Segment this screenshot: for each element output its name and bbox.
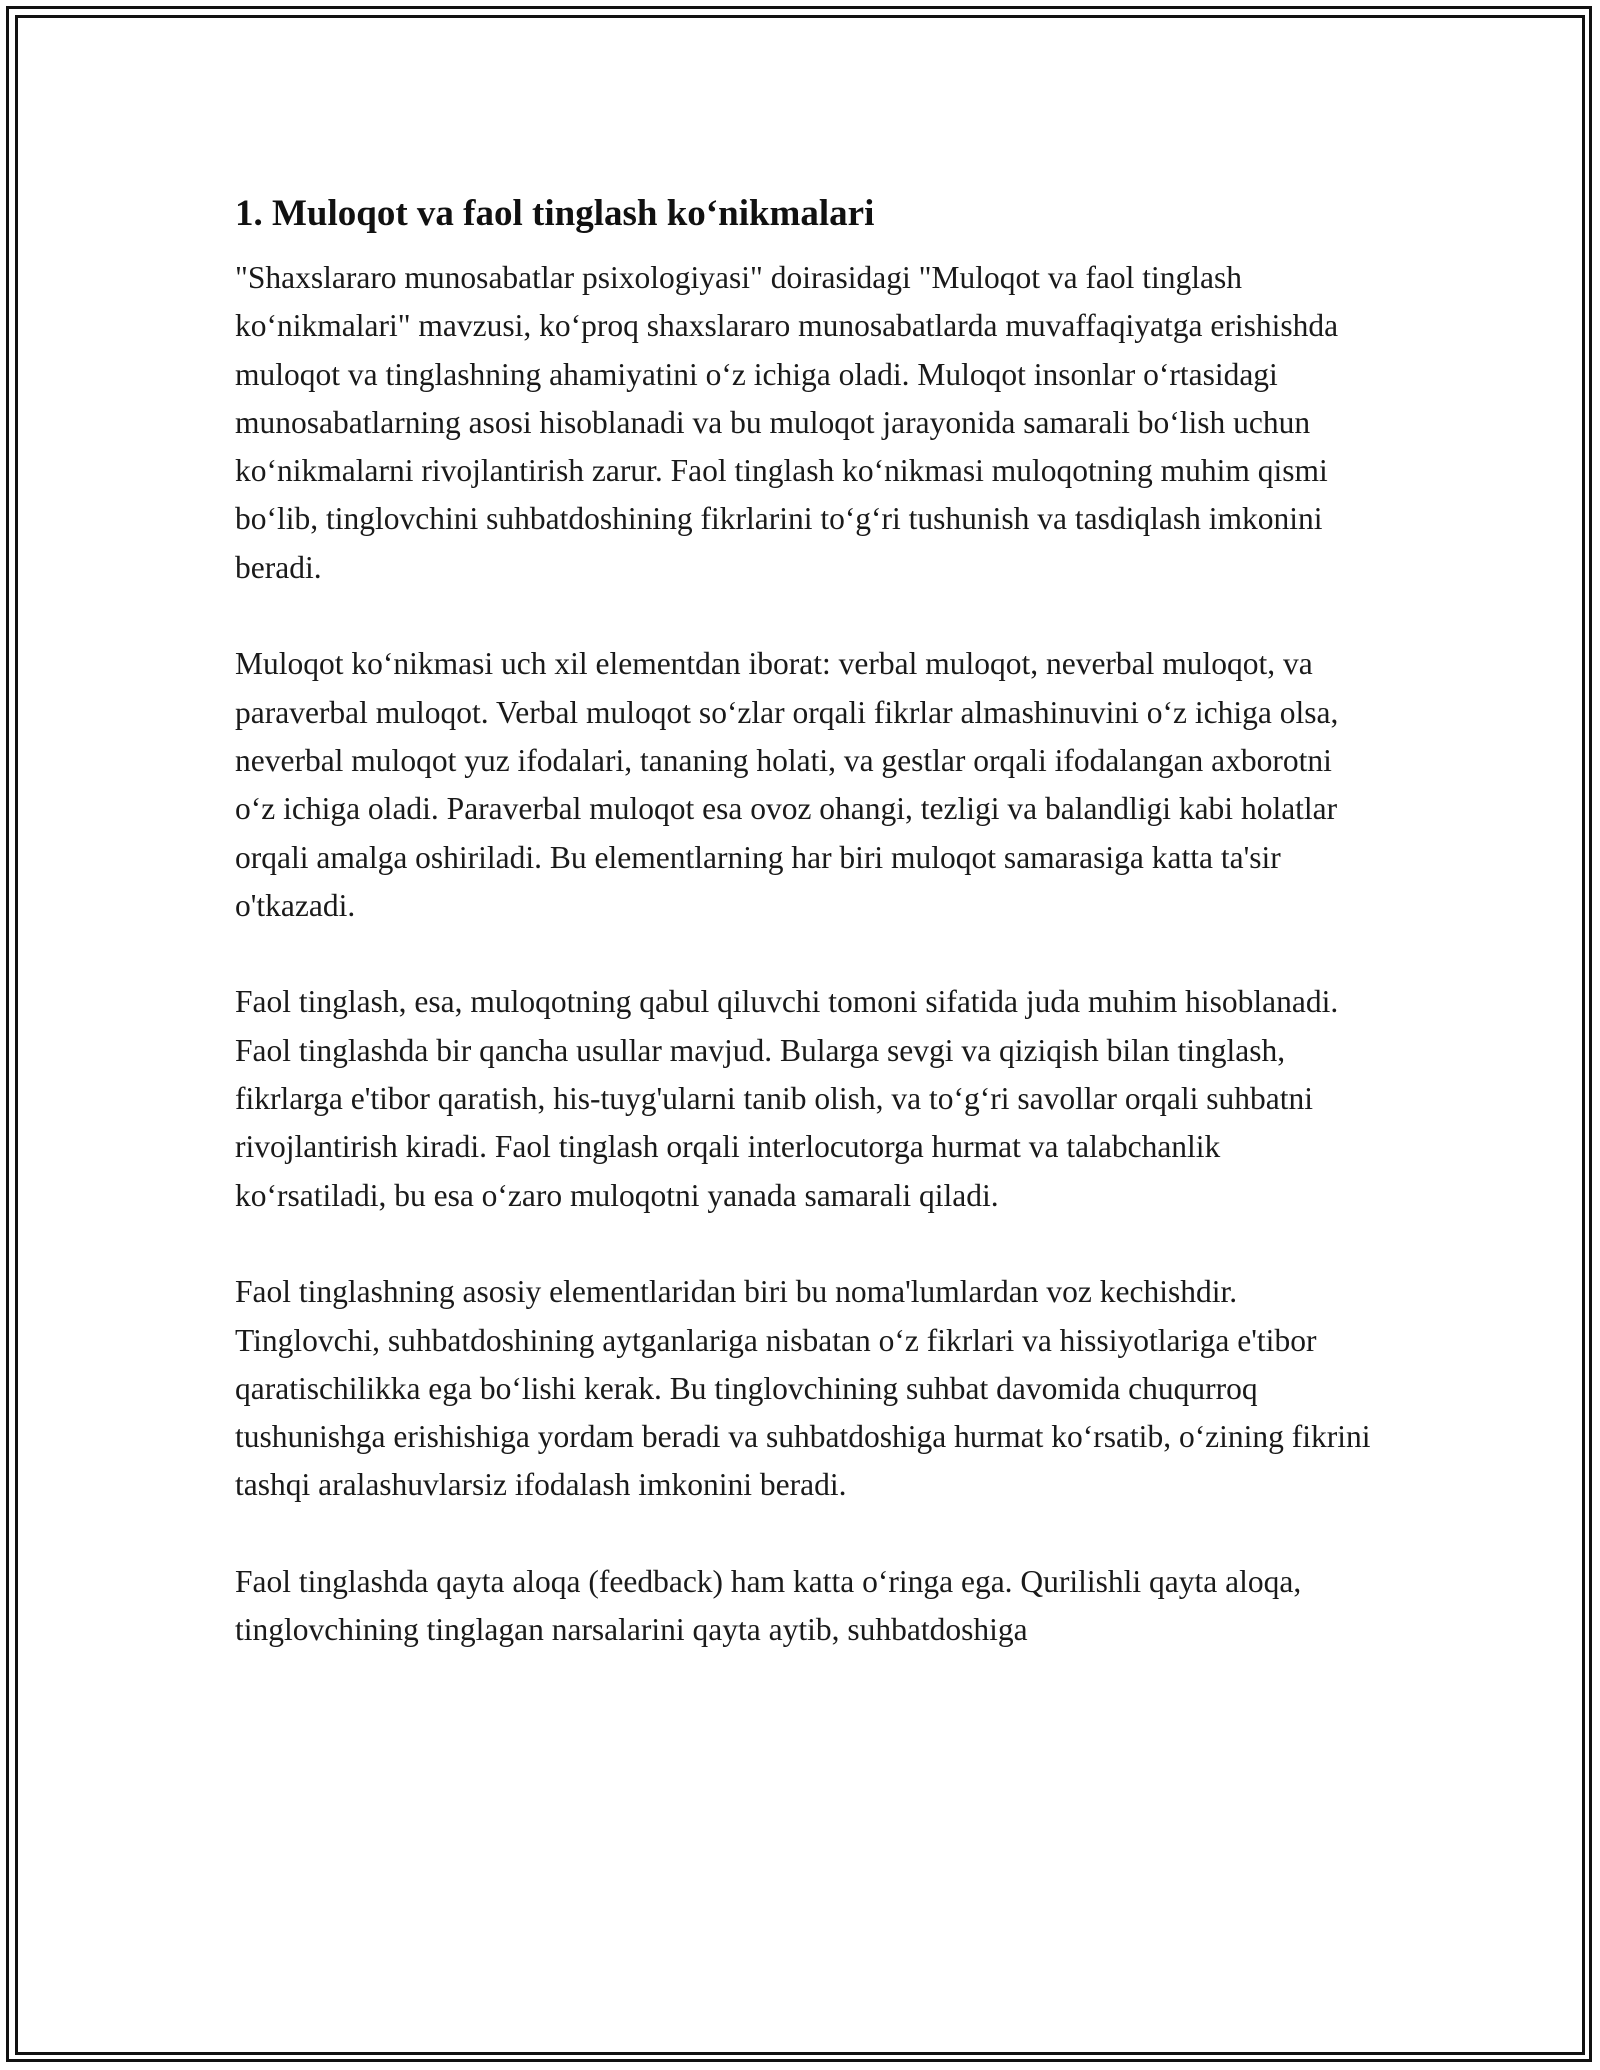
paragraph-1: "Shaxslararo munosabatlar psixologiyasi" doirasidagi "Muloqot va faol tinglash ko‘nikmalari" mavzusi, ko‘proq shaxslararo munosabatlarda muvaffaqiyatga erishishda muloqot va tinglashning ahamiyatini o‘z ichiga oladi. Muloqot insonlar o‘rtasidagi munosabatlarning asosi hisoblanadi va bu muloqot jarayonida samarali bo‘lish uchun ko‘nikmalarni rivojlantirish zarur. Faol tinglash ko‘nikmasi muloqotning muhim qismi bo‘lib, tinglovchini suhbatdoshining fikrlarini to‘g‘ri tushunish va tasdiqlash imkonini beradi. bbox=[235, 260, 1339, 585]
paragraph-5: Faol tinglashda qayta aloqa (feedback) ham katta o‘ringa ega. Qurilishli qayta aloqa, tinglovchining tinglagan narsalarini qayta aytib, suhbatdoshiga bbox=[235, 1564, 1302, 1648]
paragraph-4: Faol tinglashning asosiy elementlaridan biri bu noma'lumlardan voz kechishdir. Tinglovchi, suhbatdoshining aytganlariga nisbatan o‘z fikrlari va hissiyotlariga e'tibor qaratischilikka ega bo‘lishi kerak. Bu tinglovchining suhbat davomida chuqurroq tushunishga erishishiga yordam beradi va suhbatdoshiga hurmat ko‘rsatib, o‘zining fikrini tashqi aralashuvlarsiz ifodalash imkonini beradi. bbox=[235, 1274, 1371, 1503]
paragraph-3: Faol tinglash, esa, muloqotning qabul qiluvchi tomoni sifatida juda muhim hisoblanadi. Faol tinglashda bir qancha usullar mavjud. Bularga sevgi va qiziqish bilan tinglash, fikrlarga e'tibor qaratish, his-tuyg'ularni tanib olish, va to‘g‘ri savollar orqali suhbatni rivojlantirish kiradi. Faol tinglash orqali interlocutorga hurmat va talabchanlik ko‘rsatiladi, bu esa o‘zaro muloqotni yanada samarali qiladi. bbox=[235, 984, 1339, 1213]
document-body bbox=[235, 190, 1375, 1703]
paragraph-2: Muloqot ko‘nikmasi uch xil elementdan iborat: verbal muloqot, neverbal muloqot, va paraverbal muloqot. Verbal muloqot so‘zlar orqali fikrlar almashinuvini o‘z ichiga olsa, neverbal muloqot yuz ifodalari, tananing holati, va gestlar orqali ifodalangan axborotni o‘z ichiga oladi. Paraverbal muloqot esa ovoz ohangi, tezligi va balandligi kabi holatlar orqali amalga oshiriladi. Bu elementlarning har biri muloqot samarasiga katta ta'sir o'tkazadi. bbox=[235, 646, 1339, 923]
section-heading: 1. Muloqot va faol tinglash ko‘nikmalari bbox=[235, 193, 875, 234]
